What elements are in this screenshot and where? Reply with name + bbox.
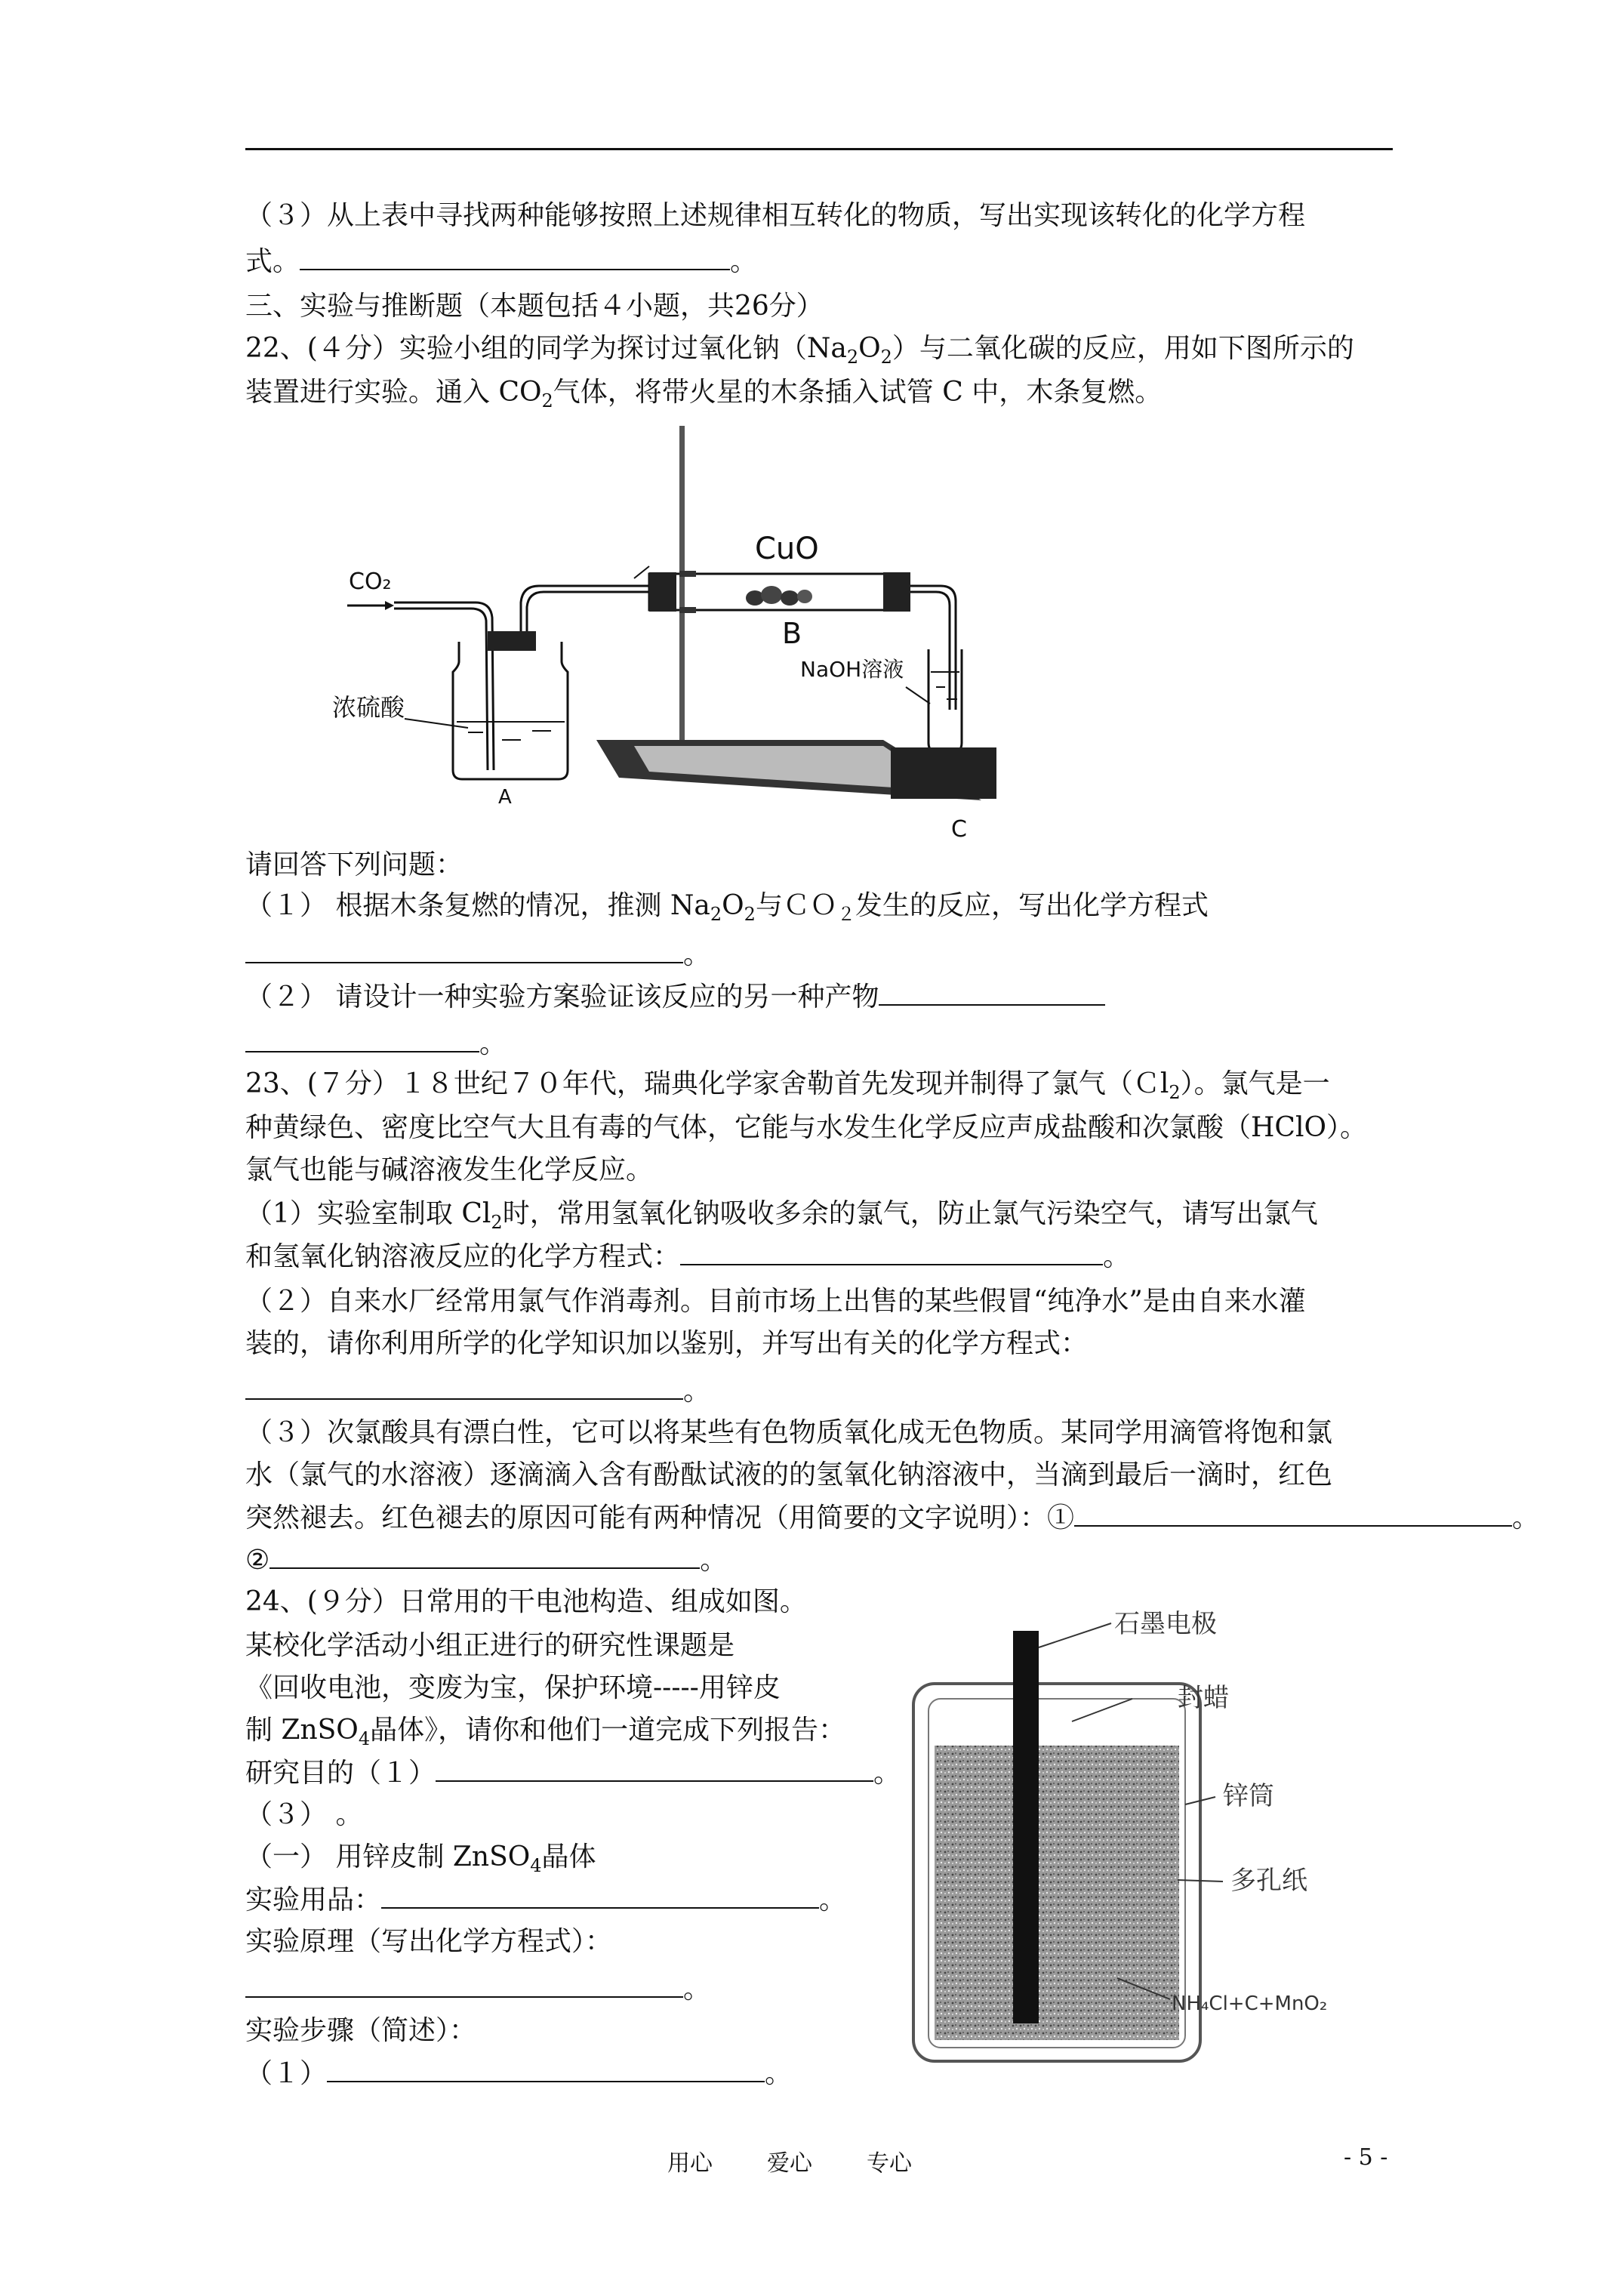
label-c: C <box>951 816 967 843</box>
q23-3-line4: ② 。 <box>245 1542 727 1579</box>
q23-1-line2: 和氢氧化钠溶液反应的化学方程式： 。 <box>245 1238 1130 1275</box>
footer-motto-2: 爱心 <box>767 2150 812 2177</box>
battery-diagram <box>906 1586 1344 2069</box>
cuo-label: CuO <box>755 532 819 566</box>
q23-2-line2: 装的，请你利用所学的化学知识加以鉴别，并写出有关的化学方程式： <box>245 1328 1089 1359</box>
q22-1-line1: （１） 根据木条复燃的情况，推测 $Na_2O_2$与ＣＯ$_2$发生的反应，写出化学方程式 <box>245 890 1209 926</box>
q22-line1: 22、(４分）实验小组的同学为探讨过氧化钠$(Na_2O_2)$与二氧化碳的反应，用如下图所示的 <box>245 333 1354 368</box>
q24-principle: 实验原理（写出化学方程式）： <box>245 1926 613 1957</box>
answer-blank[interactable] <box>300 243 730 270</box>
q24-steps: 实验步骤（简述）： <box>245 2015 477 2046</box>
paste-fill <box>935 1746 1179 2040</box>
footer-motto-1: 用心 <box>667 2150 713 2177</box>
answer-blank[interactable] <box>245 1971 683 1998</box>
answer-blank[interactable] <box>1074 1499 1512 1527</box>
q24-line1: 24、(９分）日常用的干电池构造、组成如图。 <box>245 1586 807 1617</box>
support-block <box>891 747 996 799</box>
q24-purpose: 研究目的（１） 。 <box>245 1755 901 1792</box>
zinc-label: 锌筒 <box>1223 1781 1274 1811</box>
q23-3-line1: （３）次氯酸具有漂白性，它可以将某些有色物质氧化成无色物质。某同学用滴管将饱和氯 <box>245 1417 1333 1448</box>
header-rule <box>245 148 1393 150</box>
q22-1-line2: 。 <box>245 936 710 973</box>
q23-2-line1: （２）自来水厂经常用氯气作消毒剂。目前市场上出售的某些假冒“纯净水”是由自来水灌 <box>245 1286 1306 1317</box>
graphite-electrode <box>1013 1631 1039 2023</box>
answer-blank[interactable] <box>269 1542 700 1569</box>
gas-bottle-a <box>453 642 568 779</box>
q24-principle-blank: 。 <box>245 1971 710 2008</box>
label-a: A <box>498 786 512 809</box>
q21-3-line1: （３）从上表中寻找两种能够按照上述规律相互转化的物质，写出实现该转化的化学方程 <box>245 200 1306 231</box>
q22-prompt: 请回答下列问题： <box>245 849 463 880</box>
apparatus-diagram <box>332 423 1042 846</box>
q21-3-line2: 式。 。 <box>245 243 757 280</box>
q23-3-line2: 水（氯气的水溶液）逐滴滴入含有酚酞试液的的氢氧化钠溶液中，当滴到最后一滴时，红色 <box>245 1459 1333 1490</box>
q24-part1: （一） 用锌皮制 ZnSO$_4$晶体 <box>245 1841 596 1877</box>
label-b: B <box>782 617 802 650</box>
q24-item3: （３） 。 <box>245 1799 363 1830</box>
electrode-label: 石墨电极 <box>1114 1609 1217 1639</box>
page-number: - 5 - <box>1344 2144 1388 2171</box>
q23-3-line3: 突然褪去。红色褪去的原因可能有两种情况（用简要的文字说明）：① 。 <box>245 1499 1539 1536</box>
answer-blank[interactable] <box>381 1881 819 1909</box>
answer-blank[interactable] <box>879 978 1105 1006</box>
answer-blank[interactable] <box>436 1755 873 1782</box>
co2-label: CO₂ <box>349 569 392 595</box>
stand-rod <box>679 426 685 758</box>
q24-step1: （１） 。 <box>245 2055 792 2092</box>
section-heading: 三、实验与推断题（本题包括４小题，共26分） <box>245 291 824 322</box>
q22-2-line1: （２） 请设计一种实验方案验证该反应的另一种产物 <box>245 978 1105 1015</box>
q22-line2: 装置进行实验。通入 $CO_2$气体，将带火星的木条插入试管 C 中，木条复燃。 <box>245 377 1163 412</box>
answer-blank[interactable] <box>245 1025 479 1052</box>
paper-label: 多孔纸 <box>1230 1866 1307 1896</box>
answer-blank[interactable] <box>327 2055 765 2082</box>
q23-line3: 氯气也能与碱溶液发生化学反应。 <box>245 1154 654 1185</box>
q24-line4: 制 ZnSO$_4$晶体》，请你和他们一道完成下列报告： <box>245 1715 846 1750</box>
bottle-stopper <box>488 631 536 651</box>
acid-label: 浓硫酸 <box>332 693 405 722</box>
wax-label: 封蜡 <box>1178 1683 1229 1713</box>
answer-blank[interactable] <box>680 1238 1103 1265</box>
q24-materials: 实验用品： 。 <box>245 1881 846 1918</box>
q22-2-line2: 。 <box>245 1025 507 1062</box>
naoh-label: NaOH溶液 <box>800 657 904 682</box>
footer-motto-3: 专心 <box>867 2150 912 2177</box>
answer-blank[interactable] <box>245 936 683 963</box>
q23-2-line3: 。 <box>245 1373 710 1410</box>
paste-label: NH₄Cl+C+MnO₂ <box>1172 1992 1328 2015</box>
q24-line3: 《回收电池，变废为宝，保护环境-----用锌皮 <box>245 1672 781 1703</box>
q23-line1: 23、(７分）１８世纪７０年代，瑞典化学家舍勒首先发现并制得了氯气（Ｃl$_2$）。氯气是一 <box>245 1068 1330 1104</box>
q23-line2: 种黄绿色、密度比空气大且有毒的气体，它能与水发生化学反应声成盐酸和次氯酸（HClO）。 <box>245 1112 1367 1143</box>
answer-blank[interactable] <box>245 1373 683 1400</box>
q24-line2: 某校化学活动小组正进行的研究性课题是 <box>245 1630 735 1661</box>
q23-1-line1: （1）实验室制取 $Cl_2$时，常用氢氧化钠吸收多余的氯气，防止氯气污染空气，请写出氯气 <box>245 1198 1318 1234</box>
